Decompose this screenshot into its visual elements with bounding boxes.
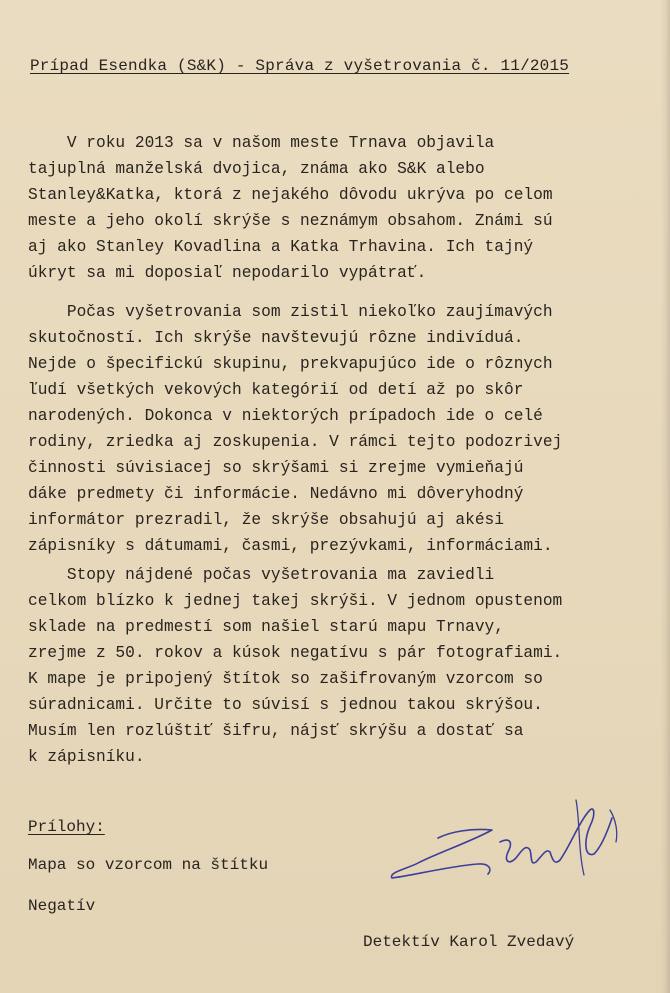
paragraph-line: zrejme z 50. rokov a kúsok negatívu s pár fotografiami. (28, 644, 563, 662)
paragraph-line: ľudí všetkých vekových kategórií od detí až po skôr (28, 381, 524, 399)
paragraph-line: aj ako Stanley Kovadlina a Katka Trhavina. Ich tajný (28, 238, 534, 256)
paragraph-line: Stopy nájdené počas vyšetrovania ma zaviedli (28, 566, 495, 584)
paragraph-1 (28, 130, 628, 286)
paragraph-line: zápisníky s dátumami, časmi, prezývkami, informáciami. (28, 537, 553, 555)
paragraph-line: sklade na predmestí som našiel starú mapu Trnavy, (28, 618, 504, 636)
paragraph-line: k zápisníku. (28, 748, 145, 766)
attachments-label: Prílohy: (28, 818, 105, 836)
paragraph-2 (28, 299, 628, 559)
paragraph-line: informátor prezradil, že skrýše obsahujú aj akési (28, 511, 504, 529)
paper-edge-shadow (660, 0, 670, 993)
paragraph-line: súradnicami. Určite to súvisí s jednou takou skrýšou. (28, 696, 543, 714)
paragraph-line: rodiny, zriedka aj zoskupenia. V rámci tejto podozrivej (28, 433, 563, 451)
paragraph-line: činnosti súvisiacej so skrýšami si zrejme vymieňajú (28, 459, 524, 477)
paragraph-line: dáke predmety či informácie. Nedávno mi dôveryhodný (28, 485, 524, 503)
paragraph-line: Nejde o špecifickú skupinu, prekvapujúco ide o rôznych (28, 355, 553, 373)
attachment-item: Mapa so vzorcom na štítku (28, 856, 269, 874)
attachment-item: Negatív (28, 897, 96, 915)
paragraph-line: tajuplná manželská dvojica, známa ako S&K alebo (28, 160, 485, 178)
paragraph-3 (28, 562, 628, 770)
paragraph-line: Musím len rozlúštiť šifru, nájsť skrýšu a dostať sa (28, 722, 524, 740)
paragraph-line: Stanley&Katka, ktorá z nejakého dôvodu ukrýva po celom (28, 186, 553, 204)
paragraph-line: celkom blízko k jednej takej skrýši. V jednom opustenom (28, 592, 563, 610)
paragraph-line: meste a jeho okolí skrýše s neznámym obsahom. Známi sú (28, 212, 553, 230)
paragraph-line: úkryt sa mi doposiaľ nepodarilo vypátrať. (28, 264, 427, 282)
paragraph-line: narodených. Dokonca v niektorých prípadoch ide o celé (28, 407, 543, 425)
paragraph-line: K mape je pripojený štítok so zašifrovaným vzorcom so (28, 670, 543, 688)
handwritten-signature (380, 780, 630, 900)
paragraph-line: V roku 2013 sa v našom meste Trnava objavila (28, 134, 495, 152)
report-title: Prípad Esendka (S&K) - Správa z vyšetrovania č. 11/2015 (30, 57, 570, 75)
paragraph-line: skutočností. Ich skrýše navštevujú rôzne indivíduá. (28, 329, 524, 347)
paragraph-line: Počas vyšetrovania som zistil niekoľko zaujímavých (28, 303, 553, 321)
signature-name: Detektív Karol Zvedavý (363, 933, 575, 951)
